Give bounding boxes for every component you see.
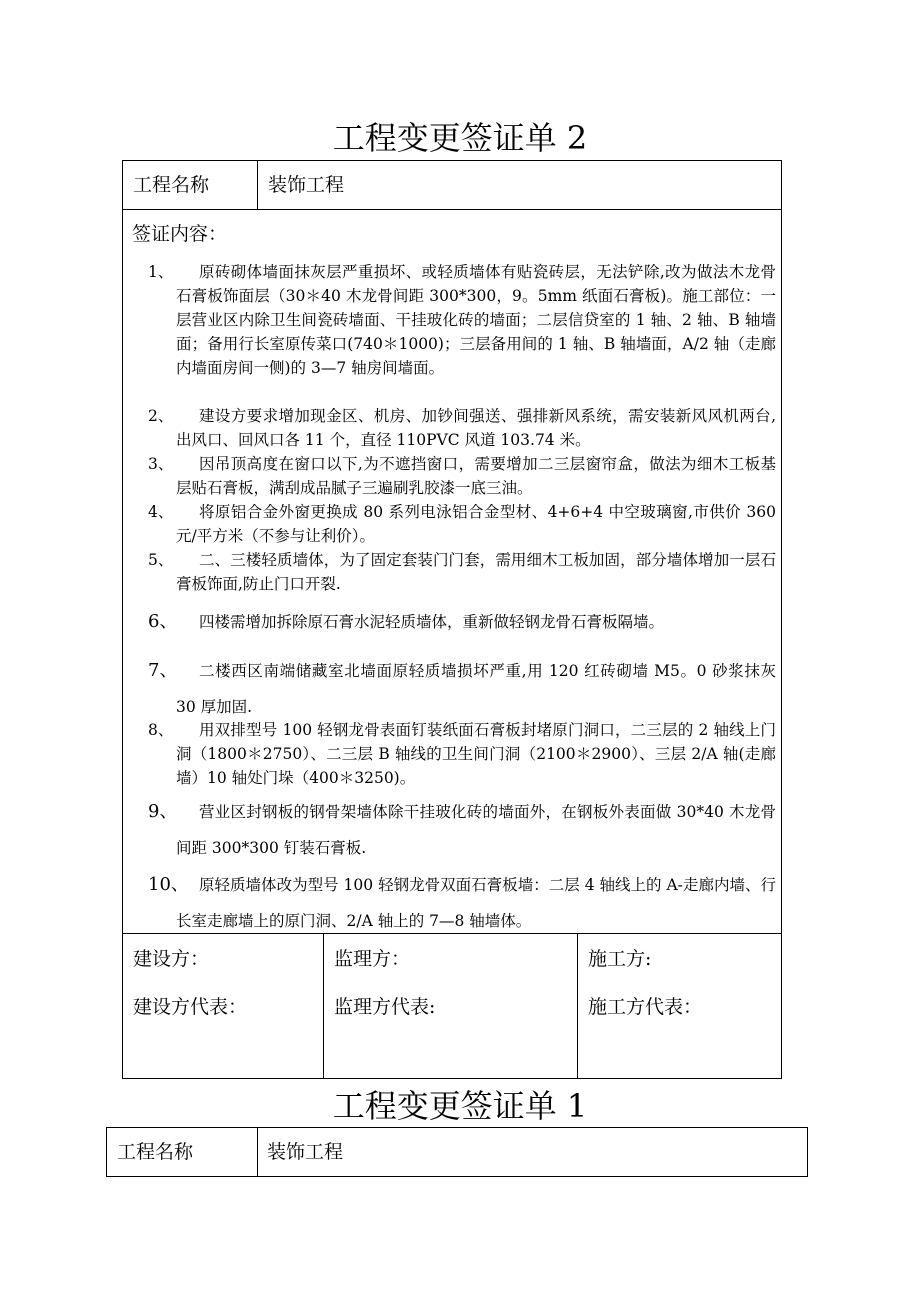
item-text: 营业区封钢板的钢骨架墙体除干挂玻化砖的墙面外，在钢板外表面做 30*40 木龙骨间距 300*300 钉装石膏板. [176,803,776,857]
list-item [148,548,776,596]
item-text: 四楼需增加拆除原石膏水泥轻质墙体，重新做轻钢龙骨石膏板隔墙。 [199,613,665,631]
form1-project-value: 装饰工程 [267,1141,344,1163]
form2-content-section [122,209,782,934]
item-number: 8、 [148,721,174,739]
item-text: 原轻质墙体改为型号 100 轻钢龙骨双面石膏板墙：二层 4 轴线上的 A-走廊内墙、行长室走廊墙上的原门洞、2/A 轴上的 7—8 轴墙体。 [176,876,776,930]
form1-title: 工程变更签证单 1 [332,1087,588,1125]
form2-signature-section [122,933,782,1079]
item-text: 建设方要求增加现金区、机房、加钞间强送、强排新风系统，需安装新风风机两台,出风口、回风口各 11 个，直径 110PVC 风道 103.74 米。 [176,407,776,449]
list-item [148,653,776,725]
item-number: 2、 [148,407,174,425]
item-text: 原砖砌体墙面抹灰层严重损坏、或轻质墙体有贴瓷砖层，无法铲除,改为做法木龙骨石膏板饰面层（30＊40 木龙骨间距 300*300，9。5mm 纸面石膏板)。施工部位：一层营业区内除卫生间瓷砖墙面、干挂玻化砖的墙面；二层信贷室的 1 轴、2 轴、B 轴墙面；备用行长室原传菜口(740＊1000)；三层备用间的 1 轴、B 轴墙面，A/2 轴（走廊内墙面房间一侧)的 3—7 轴房间墙面。 [176,263,776,377]
list-item [148,404,776,452]
list-item [148,500,776,548]
content-heading: 签证内容： [132,223,228,245]
item-text: 因吊顶高度在窗口以下,为不遮挡窗口，需要增加二三层窗帘盒，做法为细木工板基层贴石膏板，满刮成品腻子三遍刷乳胶漆一底三油。 [176,455,776,497]
form2-project-label-cell [123,161,258,209]
item-text: 用双排型号 100 轻钢龙骨表面钉装纸面石膏板封堵原门洞口，二三层的 2 轴线上门洞（1800＊2750）、二三层 B 轴线的卫生间门洞（2100＊2900）、三层 2/A 轴(走廊墙）10 轴处门垛（400＊3250)。 [176,721,776,787]
form1-project-label: 工程名称 [117,1141,194,1163]
contractor-rep-label: 施工方代表： [588,996,703,1018]
supervisor-signature-cell [323,934,578,1078]
item-number: 5、 [148,551,174,569]
contractor-label: 施工方: [588,948,652,970]
item-number: 6、 [148,611,178,632]
form2-title: 工程变更签证单 2 [332,119,588,157]
owner-label: 建设方： [133,948,210,970]
form1-project-label-cell [107,1128,258,1176]
item-text: 将原铝合金外窗更换成 80 系列电泳铝合金型材、4+6+4 中空玻璃窗,市供价 360 元/平方米（不参与让利价）。 [176,503,776,545]
item-number: 1、 [148,263,174,281]
list-item [148,452,776,500]
list-item [148,867,776,939]
item-number: 9、 [148,801,178,822]
item-text: 二、三楼轻质墙体，为了固定套装门门套，需用细木工板加固，部分墙体增加一层石膏板饰面,防止门口开裂. [176,551,776,593]
form2-project-value: 装饰工程 [268,174,345,196]
form1-project-row [106,1127,808,1177]
owner-rep-label: 建设方代表： [133,996,248,1018]
item-number: 7、 [148,660,178,681]
item-text: 二楼西区南端储藏室北墙面原轻质墙损坏严重,用 120 红砖砌墙 M5。0 砂浆抹灰 30 厚加固. [176,662,776,716]
list-item [148,260,776,380]
owner-signature-cell [123,934,323,1078]
item-number: 10、 [148,874,189,895]
list-item [148,718,776,790]
list-item [148,610,776,634]
list-item [148,794,776,866]
supervisor-label: 监理方： [334,948,411,970]
form2-project-label: 工程名称 [133,174,210,196]
contractor-signature-cell [577,934,782,1078]
form2-project-row [122,160,782,210]
item-number: 4、 [148,503,174,521]
item-number: 3、 [148,455,174,473]
supervisor-rep-label: 监理方代表: [334,996,436,1018]
